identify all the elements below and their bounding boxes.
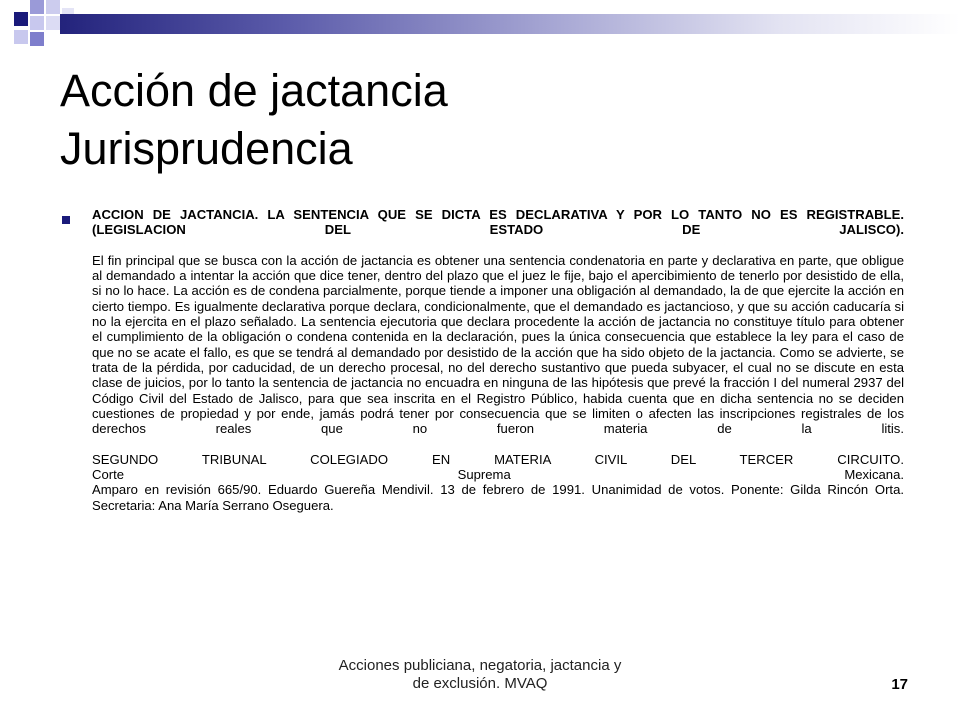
court-name: SEGUNDO TRIBUNAL COLEGIADO EN MATERIA CIVIL DEL TERCER CIRCUITO. (92, 451, 904, 467)
source-name: Corte Suprema Mexicana. (92, 467, 904, 483)
decor-square (46, 0, 60, 14)
slide-body (92, 207, 904, 513)
jurisprudence-text: El fin principal que se busca con la acción de jactancia es obtener una sentencia condenatoria en parte y declarativa en parte, que obligue al demandado a intentar la acción que dice tener, dentro del plazo que el juez le fije, bajo el apercibimiento de tenerlo por desistido de ella, si no lo hace. La acción es de condena parcialmente, porque tiende a imponer una obligación al demandado, la de que ejercite la acción en cierto tiempo. Es igualmente declarativa porque declara, condicionalmente, que el demandado es jactancioso, y que su acción caducaría si no la ejercita en el plazo señalado. La sentencia ejecutoria que declara procedente la acción de jactancia no constituye título para obtener el cumplimiento de la obligación o condena contenida en la declaración, pues la única consecuencia que establece la ley para el caso de que no se acate el fallo, es que se tendrá al demandado por desistido de la acción que ha sido objeto de la jactancia. Como se advierte, se trata de la pérdida, por caducidad, de un derecho procesal, no del derecho sustantivo que pueda subyacer, el cual no se discute en esta clase de juicios, por lo tanto la sentencia de jactancia no encuadra en ninguna de las hipótesis que prevé la fracción I del numeral 2937 del Código Civil del Estado de Jalisco, para que sea inscrita en el Registro Público, habida cuenta que en dicha sentencia no se deciden cuestiones de propiedad y por ende, jamás podrá tener por consecuencia que se limiten o afecten las inscripciones registrales de los derechos reales que no fueron materia de la litis. (92, 252, 904, 437)
decor-square (14, 12, 28, 26)
decor-square (30, 32, 44, 46)
slide-title-line2: Jurisprudencia (60, 123, 353, 174)
header-gradient-bar (60, 14, 960, 34)
page-number: 17 (891, 676, 908, 693)
decor-square (30, 0, 44, 14)
slide-footer: Acciones publiciana, negatoria, jactancia y de exclusión. MVAQ (338, 657, 622, 692)
decor-square (46, 16, 60, 30)
decor-square (14, 30, 28, 44)
amparo-reference: Amparo en revisión 665/90. Eduardo Guereña Mendivil. 13 de febrero de 1991. Unanimidad de votos. Ponente: Gilda Rincón Orta. Secretaria: Ana María Serrano Oseguera. (92, 482, 904, 513)
decor-square (30, 16, 44, 30)
square-bullet-icon (62, 216, 70, 224)
jurisprudence-heading: ACCION DE JACTANCIA. LA SENTENCIA QUE SE DICTA ES DECLARATIVA Y POR LO TANTO NO ES REGISTRABLE. (LEGISLACION DEL ESTADO DE JALISCO). (92, 207, 904, 238)
slide-title (60, 62, 920, 178)
slide-title-line1: Acción de jactancia (60, 65, 448, 116)
